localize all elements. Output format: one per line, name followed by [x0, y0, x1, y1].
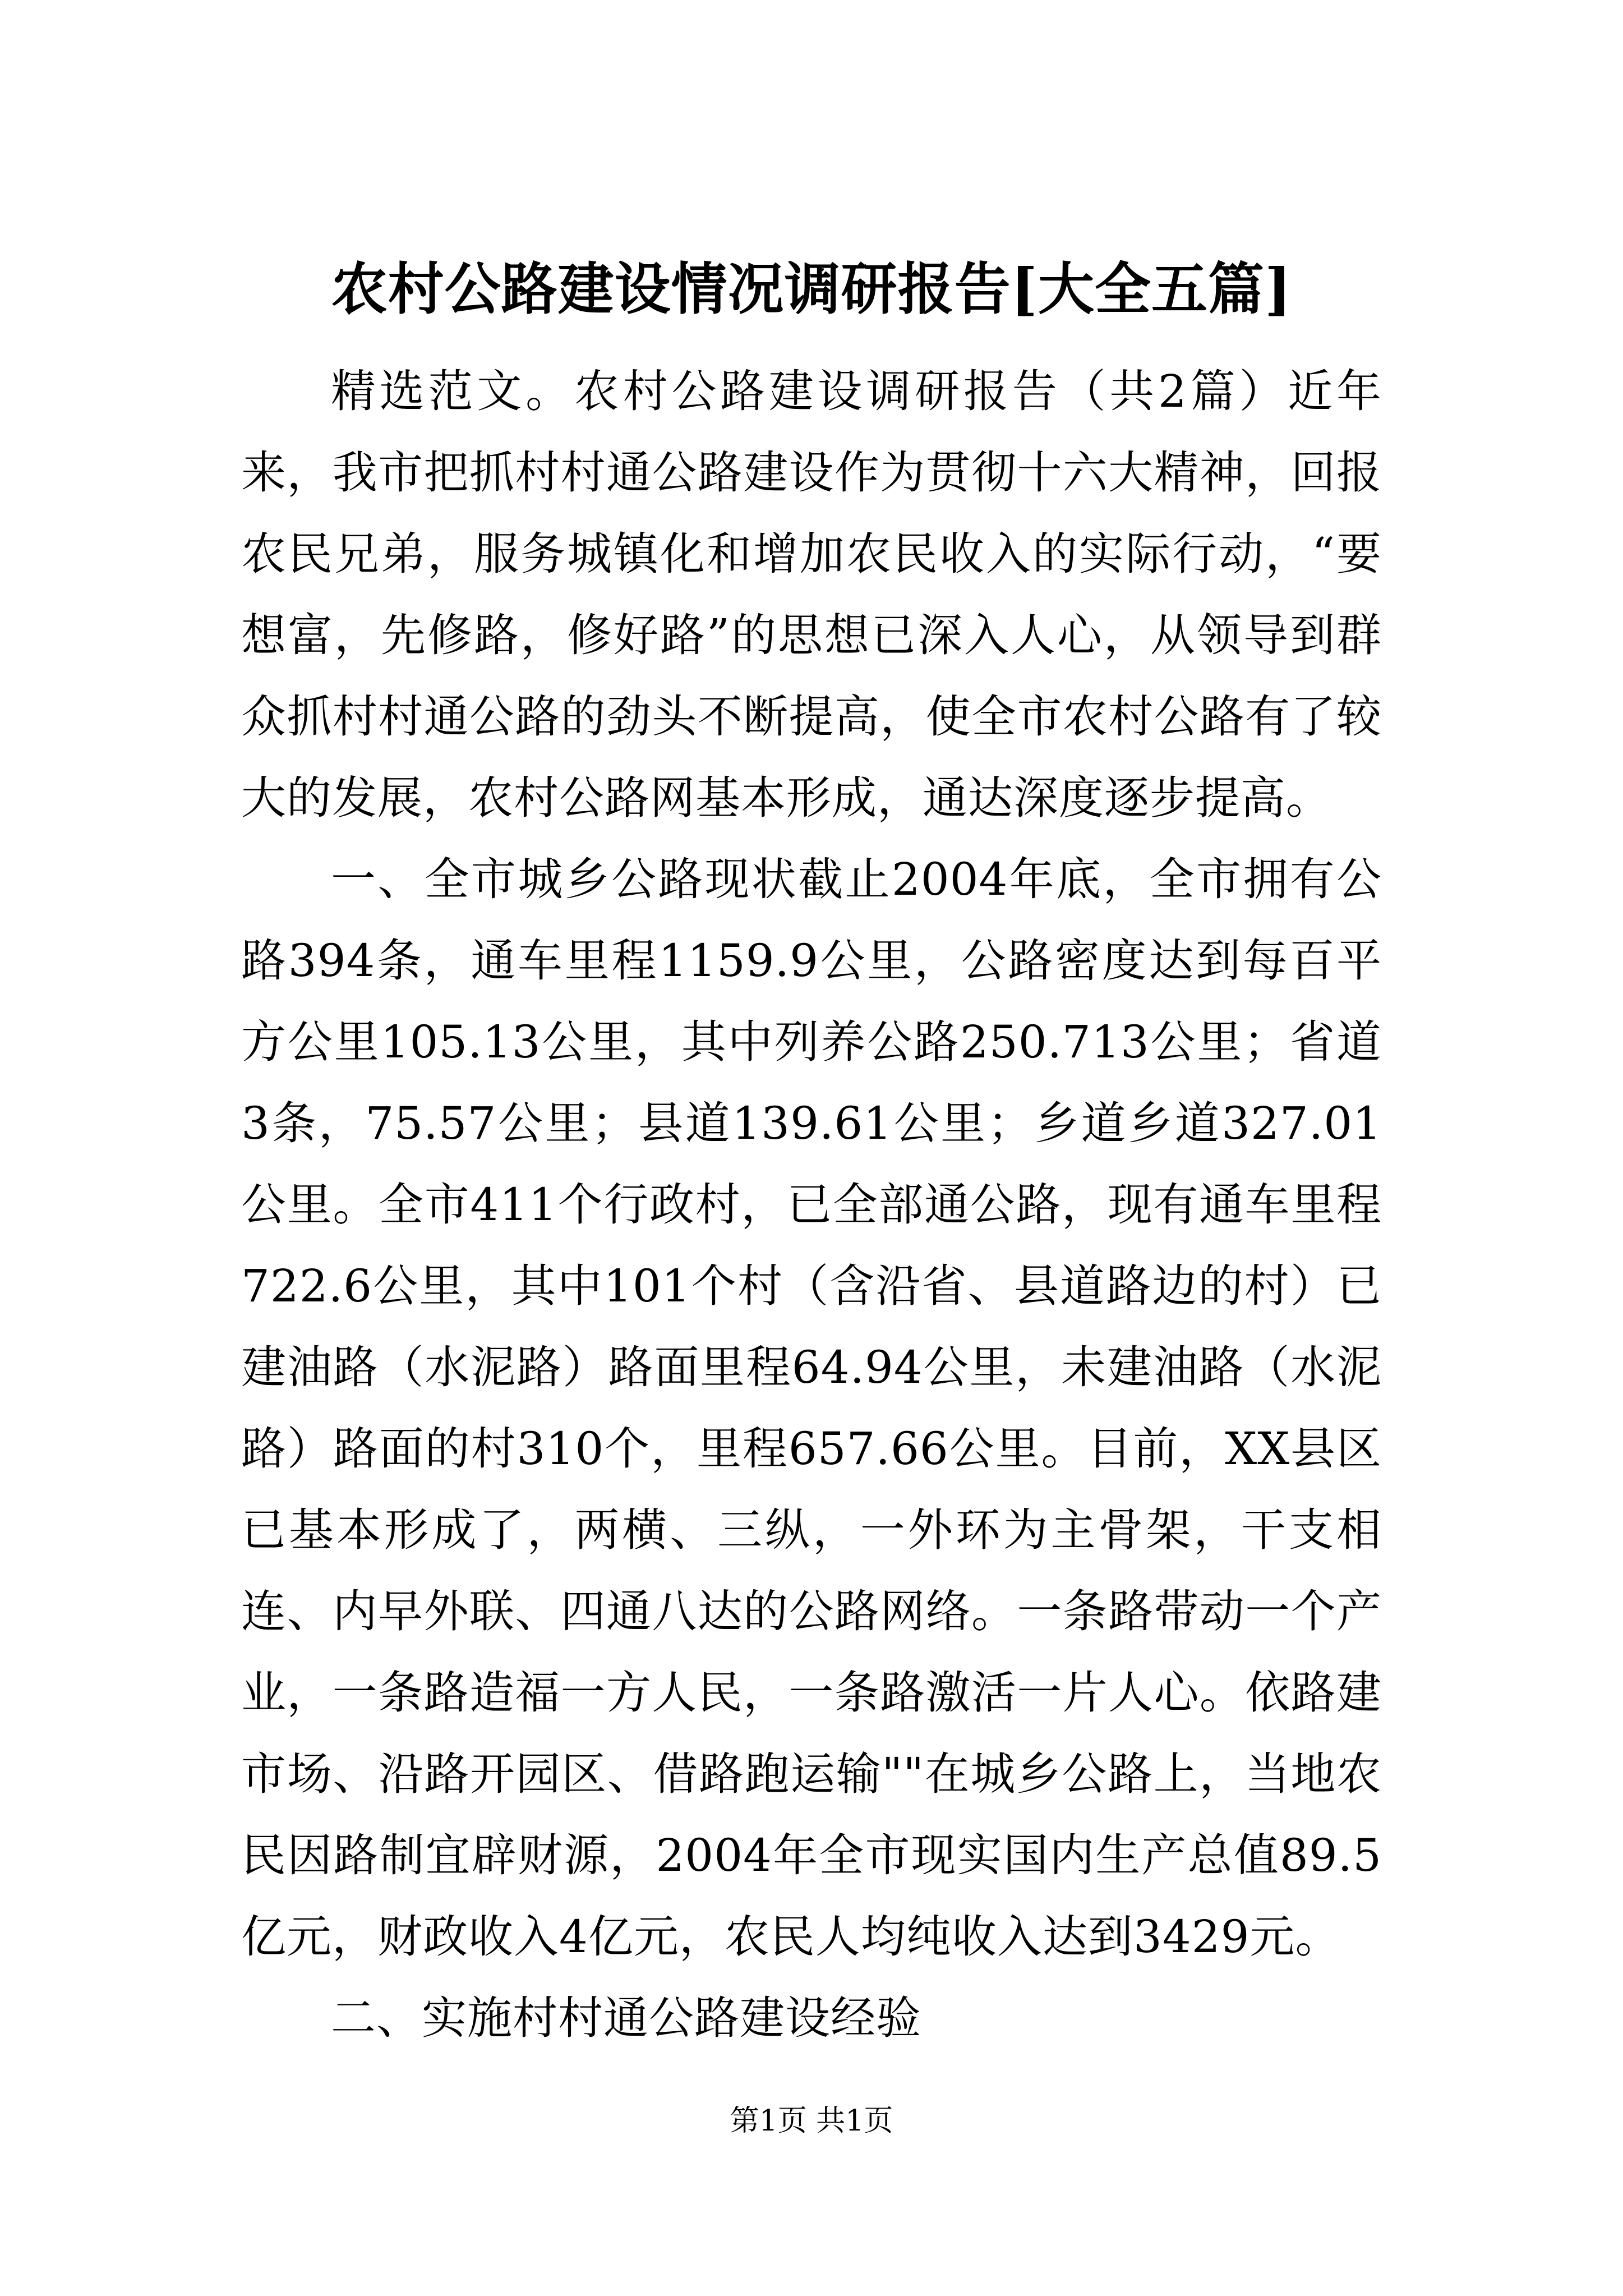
page-number-footer: 第1页 共1页	[730, 2104, 893, 2138]
paragraph-section-two-heading: 二、实施村村通公路建设经验	[331, 1992, 921, 2044]
paragraph-section-one: 一、全市城乡公路现状截止2004年底，全市拥有公路394条，通车里程1159.9公里，公路密度达到每百平方公里105.13公里，其中列养公路250.713公里；省道3条，75.57公里；县道139.61公里；乡道乡道327.01公里。全市411个行政村，已全部通公路，现有通车里程722.6公里，其中101个村（含沿省、县道路边的村）已建油路（水泥路）路面里程64.94公里，未建油路（水泥路）路面的村310个，里程657.66公里。目前，XX县区已基本形成了，两横、三纵，一外环为主骨架，干支相连、内早外联、四通八达的公路网络。一条路带动一个产业，一条路造福一方人民，一条路激活一片人心。依路建市场、沿路开园区、借路跑运输""在城乡公路上，当地农民因路制宜辟财源，2004年全市现实国内生产总值89.5亿元，财政收入4亿元，农民人均纯收入达到3429元。	[241, 853, 1382, 1963]
paragraph-intro: 精选范文。农村公路建设调研报告（共2篇）近年来，我市把抓村村通公路建设作为贯彻十六大精神，回报农民兄弟，服务城镇化和增加农民收入的实际行动，“要想富，先修路，修好路”的思想已深入人心，从领导到群众抓村村通公路的劲头不断提高，使全市农村公路有了较大的发展，农村公路网基本形成，通达深度逐步提高。	[241, 365, 1382, 824]
document-body	[241, 351, 1382, 2059]
document-title: 农村公路建设情况调研报告[大全五篇]	[331, 256, 1292, 322]
